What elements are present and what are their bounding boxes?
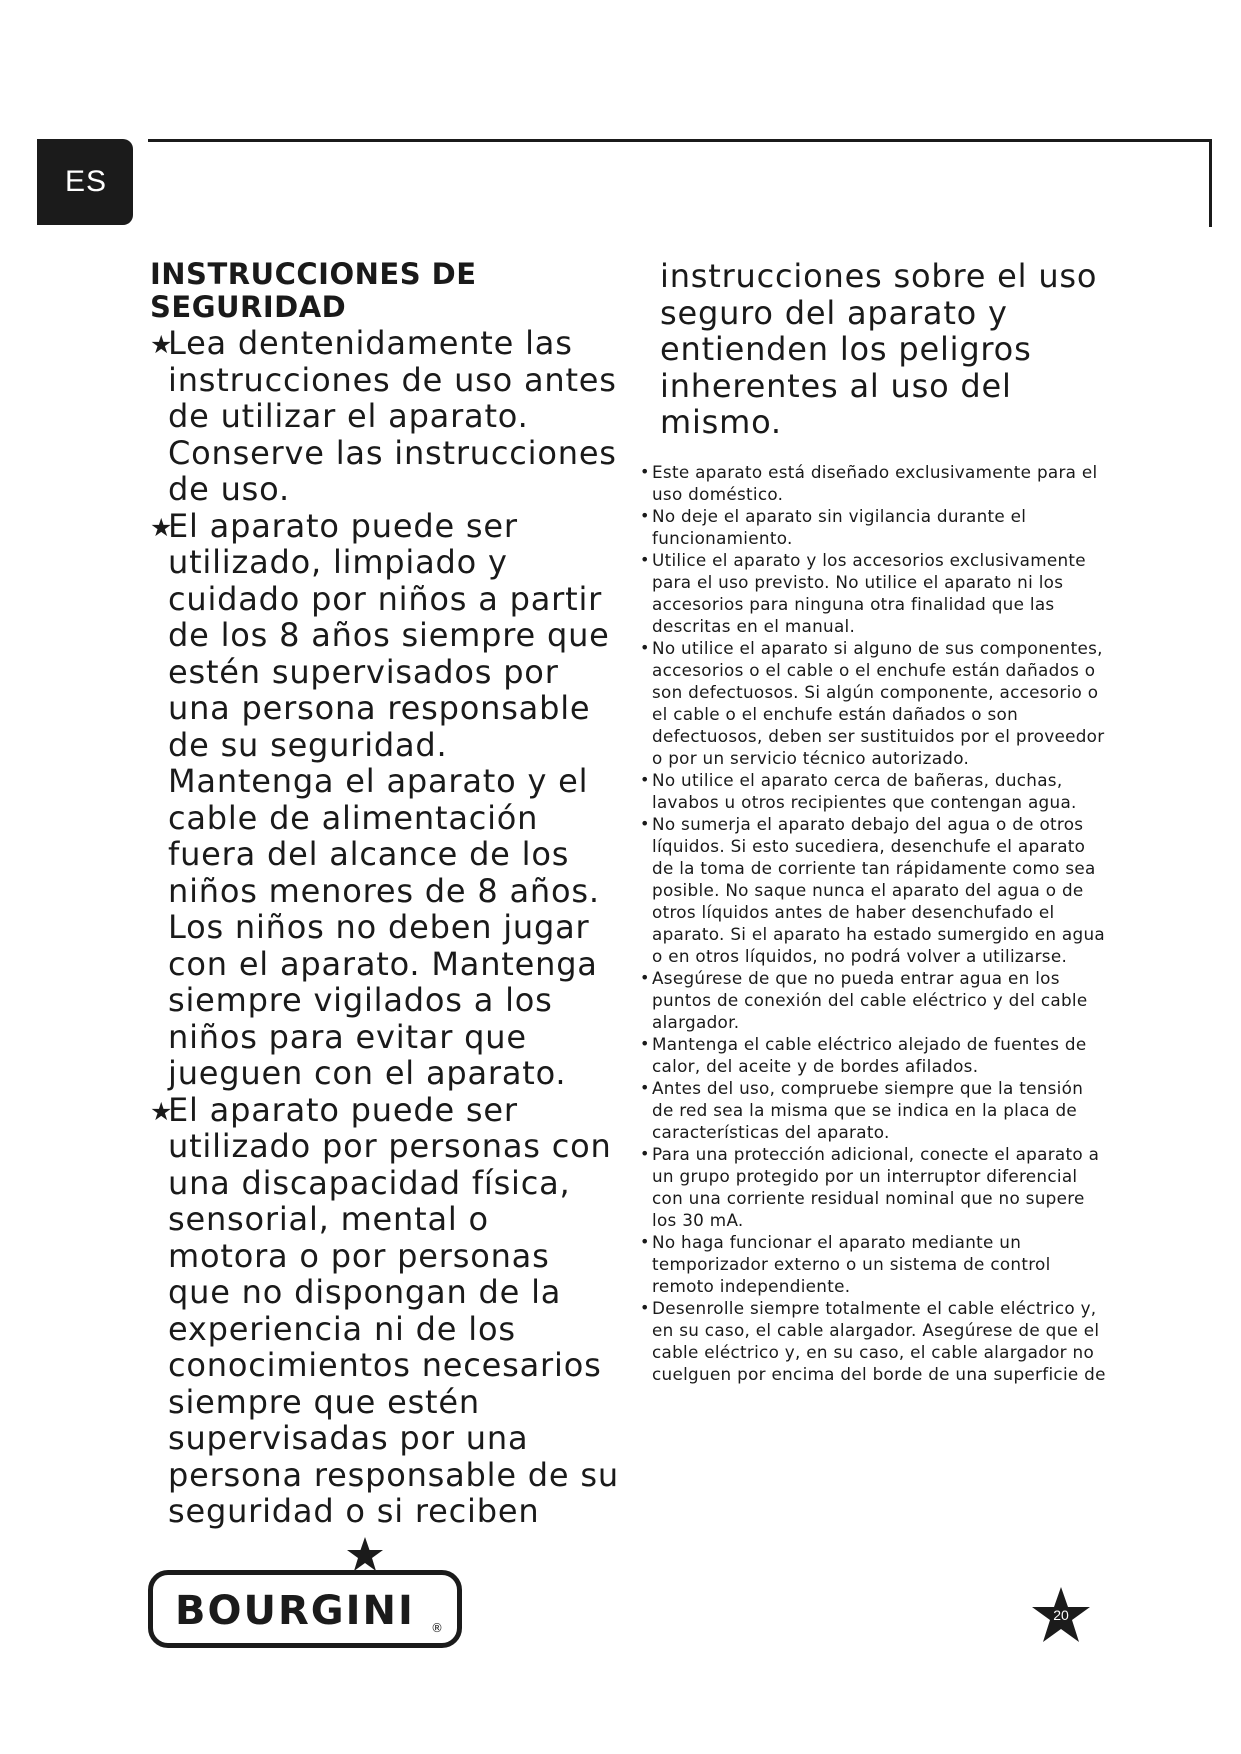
list-item: • Desenrolle siempre totalmente el cable eléctrico y, en su caso, el cable alargador. Asegúrese de que el cable eléctrico y, en su caso, el cable alargador no cuelguen por encima del borde de una superficie de	[640, 1297, 1106, 1384]
paragraph-text: El aparato puede ser utilizado por personas con una discapacidad física, sensorial, mental o motora o por personas que no dispongan de la experiencia ni de los conocimientos necesarios siempre que estén supervisadas por una persona responsable de su seguridad o si reciben	[168, 1090, 619, 1530]
star-paragraph	[150, 325, 620, 508]
registered-mark: ®	[431, 1621, 443, 1635]
star-bullet-icon: ★	[150, 1096, 174, 1126]
brand-logo	[148, 1570, 462, 1648]
bullet-icon: •	[640, 1033, 650, 1053]
star-paragraph	[150, 1092, 620, 1530]
section-heading: INSTRUCCIONES DE SEGURIDAD	[150, 257, 477, 324]
bullet-icon: •	[640, 1231, 650, 1251]
list-item: • Este aparato está diseñado exclusivamente para el uso doméstico.	[640, 461, 1098, 504]
list-item: • No haga funcionar el aparato mediante un temporizador externo o un sistema de control remoto independiente.	[640, 1231, 1051, 1296]
left-column	[150, 258, 620, 1530]
safety-list	[640, 461, 1110, 1385]
bullet-icon: •	[640, 461, 650, 481]
header-rule	[148, 139, 1212, 142]
continued-paragraph: instrucciones sobre el uso seguro del aparato y entienden los peligros inherentes al uso del mismo.	[660, 257, 1098, 441]
header-rule-right	[1209, 139, 1212, 227]
right-column	[640, 258, 1110, 1385]
list-item: • No deje el aparato sin vigilancia durante el funcionamiento.	[640, 505, 1027, 548]
list-item: • Utilice el aparato y los accesorios exclusivamente para el uso previsto. No utilice el aparato ni los accesorios para ninguna otra finalidad que las descritas en el manual.	[640, 549, 1086, 636]
bullet-icon: •	[640, 769, 650, 789]
list-item: • Asegúrese de que no pueda entrar agua en los puntos de conexión del cable eléctrico y del cable alargador.	[640, 967, 1088, 1032]
bullet-icon: •	[640, 1143, 650, 1163]
bullet-icon: •	[640, 1077, 650, 1097]
bullet-icon: •	[640, 637, 650, 657]
bullet-icon: •	[640, 1297, 650, 1317]
list-item: • No utilice el aparato si alguno de sus componentes, accesorios o el cable o el enchufe están dañados o son defectuosos. Si algún componente, accesorio o el cable o el enchufe están dañados o son defectuosos, deben ser sustituidos por el proveedor o por un servicio técnico autorizado.	[640, 637, 1105, 768]
list-item: • No utilice el aparato cerca de bañeras, duchas, lavabos u otros recipientes que contengan agua.	[640, 769, 1077, 812]
bullet-icon: •	[640, 967, 650, 987]
bullet-icon: •	[640, 549, 650, 569]
list-item: • Antes del uso, compruebe siempre que la tensión de red sea la misma que se indica en la placa de características del aparato.	[640, 1077, 1084, 1142]
paragraph-text: Lea dentenidamente las instrucciones de uso antes de utilizar el aparato. Conserve las instrucciones de uso.	[168, 324, 617, 508]
bullet-icon: •	[640, 505, 650, 525]
star-paragraph	[150, 508, 620, 1092]
list-item: • No sumerja el aparato debajo del agua o de otros líquidos. Si esto sucediera, desenchufe el aparato de la toma de corriente tan rápidamente como sea posible. No saque nunca el aparato del agua o de otros líquidos antes de haber desenchufado el aparato. Si el aparato ha estado sumergido en agua o en otros líquidos, no podrá volver a utilizarse.	[640, 813, 1105, 966]
list-item: • Para una protección adicional, conecte el aparato a un grupo protegido por un interruptor diferencial con una corriente residual nominal que no supere los 30 mA.	[640, 1143, 1100, 1230]
language-code: ES	[65, 165, 108, 198]
language-tab	[37, 139, 133, 225]
list-item: • Mantenga el cable eléctrico alejado de fuentes de calor, del aceite y de bordes afilados.	[640, 1033, 1087, 1076]
logo-text: BOURGINI	[175, 1588, 415, 1634]
paragraph-text: El aparato puede ser utilizado, limpiado y cuidado por niños a partir de los 8 años siempre que estén supervisados por una persona responsable de su seguridad. Mantenga el aparato y el cable de alimentación fuera del alcance de los niños menores de 8 años. Los niños no deben jugar con el aparato. Mantenga siempre vigilados a los niños para evitar que jueguen con el aparato.	[168, 506, 610, 1092]
bullet-icon: •	[640, 813, 650, 833]
logo-star-icon	[345, 1535, 385, 1575]
page-number: 20	[1053, 1607, 1069, 1623]
star-bullet-icon: ★	[150, 330, 174, 359]
star-bullet-icon: ★	[150, 512, 174, 542]
